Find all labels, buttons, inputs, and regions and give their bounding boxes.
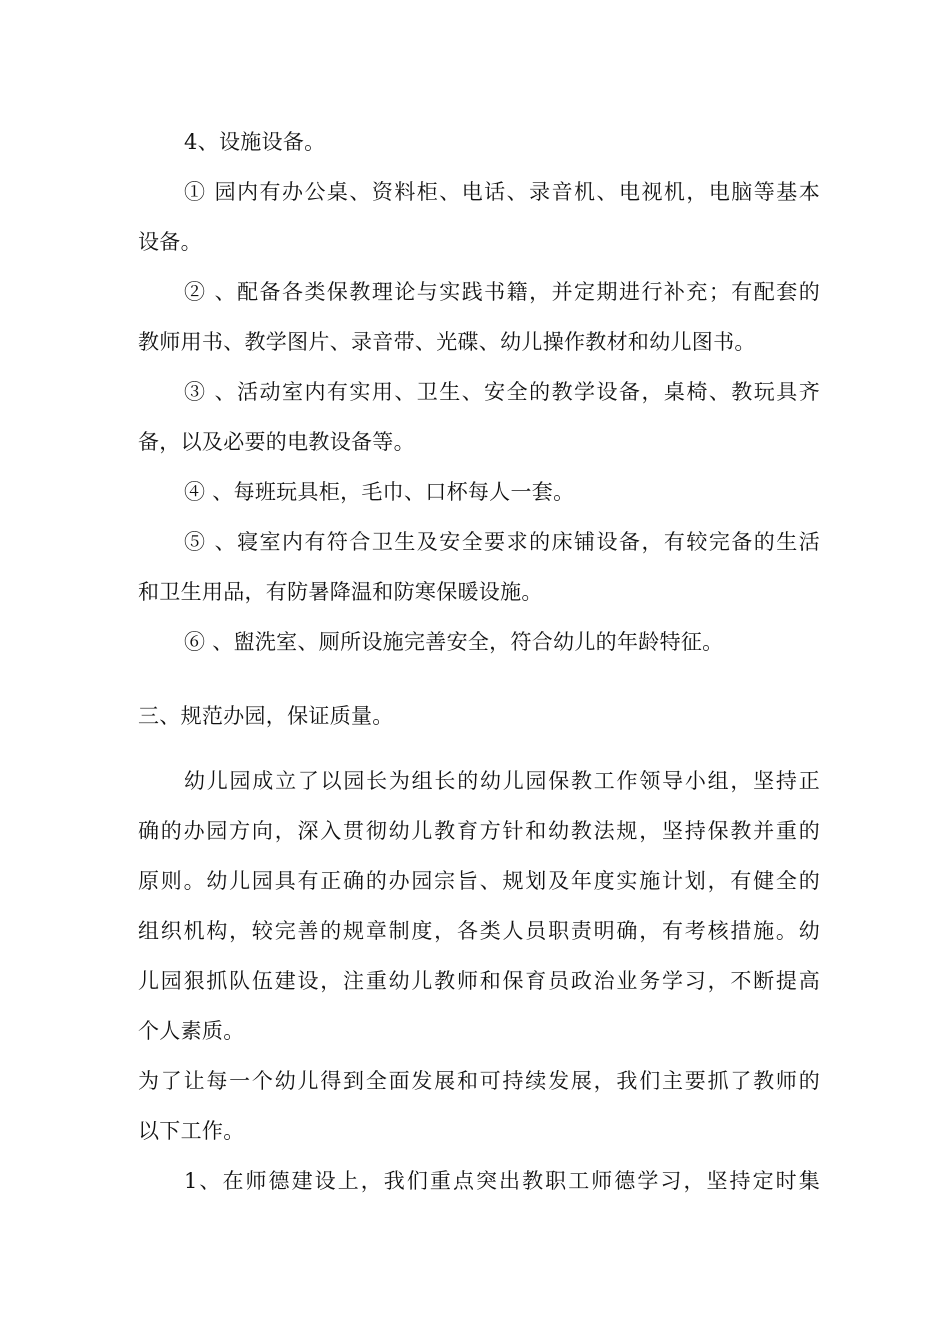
paragraph-line: ④ 、每班玩具柜，毛巾、口杯每人一套。 [184, 480, 575, 504]
paragraph-line: 1、在师德建设上，我们重点突出教职工师德学习，坚持定时集 [184, 1169, 820, 1193]
paragraph-line: ⑤ 、寝室内有符合卫生及安全要求的床铺设备，有较完备的生活 [184, 530, 820, 554]
section-heading-standardize: 三、规范办园，保证质量。 [138, 704, 394, 728]
paragraph-line: 原则。幼儿园具有正确的办园宗旨、规划及年度实施计划，有健全的 [138, 869, 820, 893]
section-heading-facilities: 4、设施设备。 [184, 130, 326, 154]
paragraph-line: 个人素质。 [138, 1019, 245, 1043]
paragraph-line: ③ 、活动室内有实用、卫生、安全的教学设备，桌椅、教玩具齐 [184, 380, 820, 404]
paragraph-line: 设备。 [138, 230, 202, 254]
paragraph-line: ② 、配备各类保教理论与实践书籍，并定期进行补充；有配套的 [184, 280, 820, 304]
paragraph-line: ⑥ 、盥洗室、厕所设施完善安全，符合幼儿的年龄特征。 [184, 630, 724, 654]
paragraph-line: 和卫生用品，有防暑降温和防寒保暖设施。 [138, 580, 543, 604]
paragraph-line: 备，以及必要的电教设备等。 [138, 430, 415, 454]
paragraph-line: 以下工作。 [138, 1119, 245, 1143]
paragraph-line: 幼儿园成立了以园长为组长的幼儿园保教工作领导小组，坚持正 [184, 769, 820, 793]
paragraph-line: 为了让每一个幼儿得到全面发展和可持续发展，我们主要抓了教师的 [138, 1069, 820, 1093]
paragraph-line: 确的办园方向，深入贯彻幼儿教育方针和幼教法规，坚持保教并重的 [138, 819, 820, 843]
paragraph-line: 组织机构，较完善的规章制度，各类人员职责明确，有考核措施。幼 [138, 919, 820, 943]
paragraph-line: 教师用书、教学图片、录音带、光碟、幼儿操作教材和幼儿图书。 [138, 330, 756, 354]
paragraph-line: 儿园狠抓队伍建设，注重幼儿教师和保育员政治业务学习，不断提高 [138, 969, 820, 993]
paragraph-line: ① 园内有办公桌、资料柜、电话、录音机、电视机，电脑等基本 [184, 180, 820, 204]
